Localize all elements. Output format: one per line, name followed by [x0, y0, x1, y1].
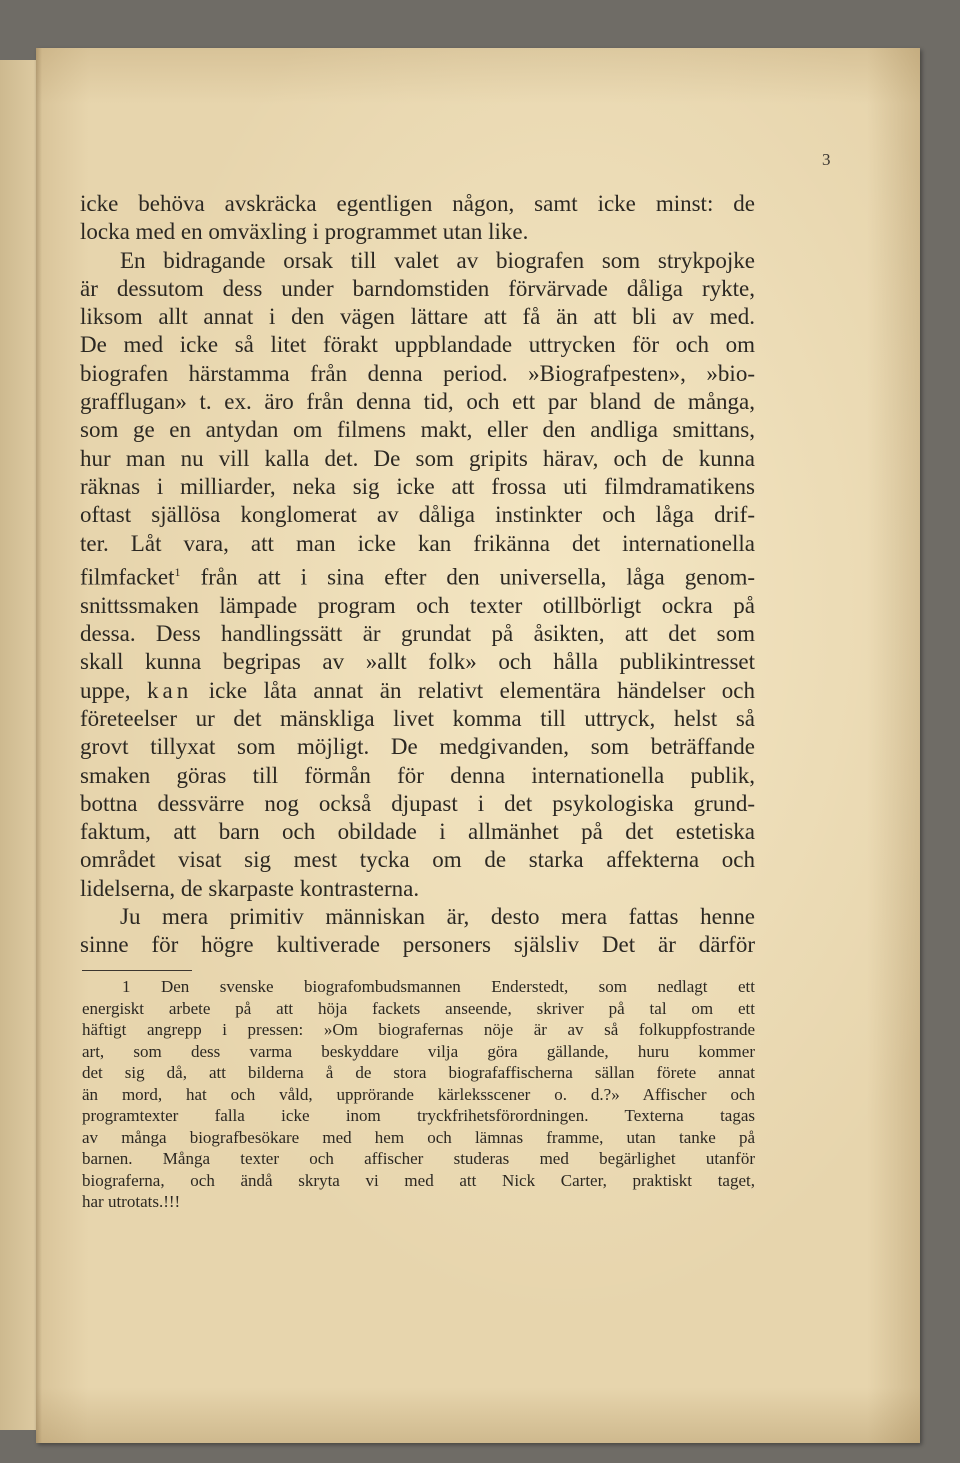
text-line: grovt tillyxat som möjligt. De medgivanden, som beträffande [80, 734, 755, 760]
filmfacket-word: filmfacket [80, 564, 175, 590]
footnote-line-first [82, 976, 755, 998]
text-line: snittssmaken lämpade program och texter otillbörligt ockra på [80, 592, 755, 618]
footnote-reference: 1 [174, 564, 181, 579]
filmfacket-rest: från att i sina efter den universella, låga genom- [180, 564, 755, 590]
text-line: som ge en antydan om filmens makt, eller den andliga smittans, [80, 417, 755, 443]
text-line: lidelserna, de skarpaste kontrasterna. [80, 875, 420, 901]
text-line: Ju mera primitiv människan är, desto mera fattas henne [120, 904, 755, 930]
uppe-before: uppe, [80, 677, 148, 703]
footnote-line: än mord, hat och våld, upprörande kärleksscener o. d.?» Affischer och [82, 1084, 755, 1104]
footnote-text: Den svenske biografombudsmannen Enderstedt, som nedlagt ett [160, 977, 755, 996]
text-line: är dessutom dess under barndomstiden förvärvade dåliga rykte, [80, 275, 755, 301]
text-line: skall kunna begripas av »allt folk» och hålla publikintresset [80, 649, 755, 675]
text-line: ter. Låt vara, att man icke kan frikänna det internationella [80, 530, 755, 556]
text-line: bottna dessvärre nog också djupast i det psykologiska grund- [80, 790, 755, 816]
text-line: dessa. Dess handlingssätt är grundat på åsikten, att det som [80, 621, 755, 647]
text-line: räknas i milliarder, neka sig icke att frossa uti filmdramatikens [80, 473, 755, 499]
footnote-line: det sig då, att bilderna å de stora biografaffischerna sällan förete annat [82, 1063, 755, 1082]
text-line: företeelser ur det mänskliga livet komma till uttryck, helst så [80, 706, 755, 731]
page-number: 3 [822, 150, 831, 169]
text-line: grafflugan» t. ex. äro från denna tid, och ett par bland de många, [80, 389, 755, 415]
footnote-line: barnen. Många texter och affischer studeras med begärlighet utanför [82, 1149, 755, 1168]
footnote-rule [82, 970, 192, 971]
text-line: sinne för högre kultiverade personers själsliv Det är därför [80, 932, 755, 958]
footnote-line: energiskt arbete på att höja fackets anseende, skriver på tal om ett [82, 998, 755, 1018]
text-line: liksom allt annat i den vägen lättare att få än att bli av med. [80, 304, 755, 330]
uppe-after: icke låta annat än relativt elementära händelser och [192, 677, 755, 703]
text-line: hur man nu vill kalla det. De som gripits härav, och de kunna [80, 445, 755, 471]
footnote-line: biograferna, och ändå skryta vi med att Nick Carter, praktiskt taget, [82, 1170, 755, 1190]
text-line: biografen härstamma från denna period. »Biografpesten», »bio- [80, 360, 755, 386]
text-line-uppe [80, 677, 755, 705]
text-line: faktum, att barn och obildade i allmänhet på det estetiska [80, 819, 755, 845]
footnote-line: har utrotats.!!! [82, 1192, 181, 1211]
text-line: icke behöva avskräcka egentligen någon, samt icke minst: de [80, 191, 755, 216]
text-line: locka med en omväxling i programmet utan like. [80, 219, 529, 245]
body-text [80, 190, 755, 960]
text-line-filmfacket [80, 558, 755, 592]
text-line: En bidragande orsak till valet av biografen som strykpojke [120, 247, 755, 273]
footnote [82, 976, 755, 1213]
footnote-line: art, som dess varma beskyddare vilja göra gällande, huru kommer [82, 1041, 755, 1061]
footnote-line: av många biografbesökare med hem och lämnas framme, utan tanke på [82, 1127, 755, 1147]
footnote-line: häftigt angrepp i pressen: »Om biografernas nöje är av så folkuppfostrande [82, 1020, 755, 1039]
text-line: De med icke så litet förakt uppblandade uttrycken för och om [80, 332, 755, 358]
text-line: oftast själlösa konglomerat av dåliga instinkter och låga drif- [80, 502, 755, 528]
text-line: området visat sig mest tycka om de starka affekterna och [80, 847, 755, 873]
footnote-line: programtexter falla icke inom tryckfrihetsförordningen. Texterna tagas [82, 1106, 755, 1125]
footnote-marker: 1 [122, 977, 131, 996]
page-gutter-shadow [36, 48, 42, 1443]
spaced-emphasis: kan [147, 677, 193, 703]
text-line: smaken göras till förmån för denna internationella publik, [80, 762, 755, 788]
